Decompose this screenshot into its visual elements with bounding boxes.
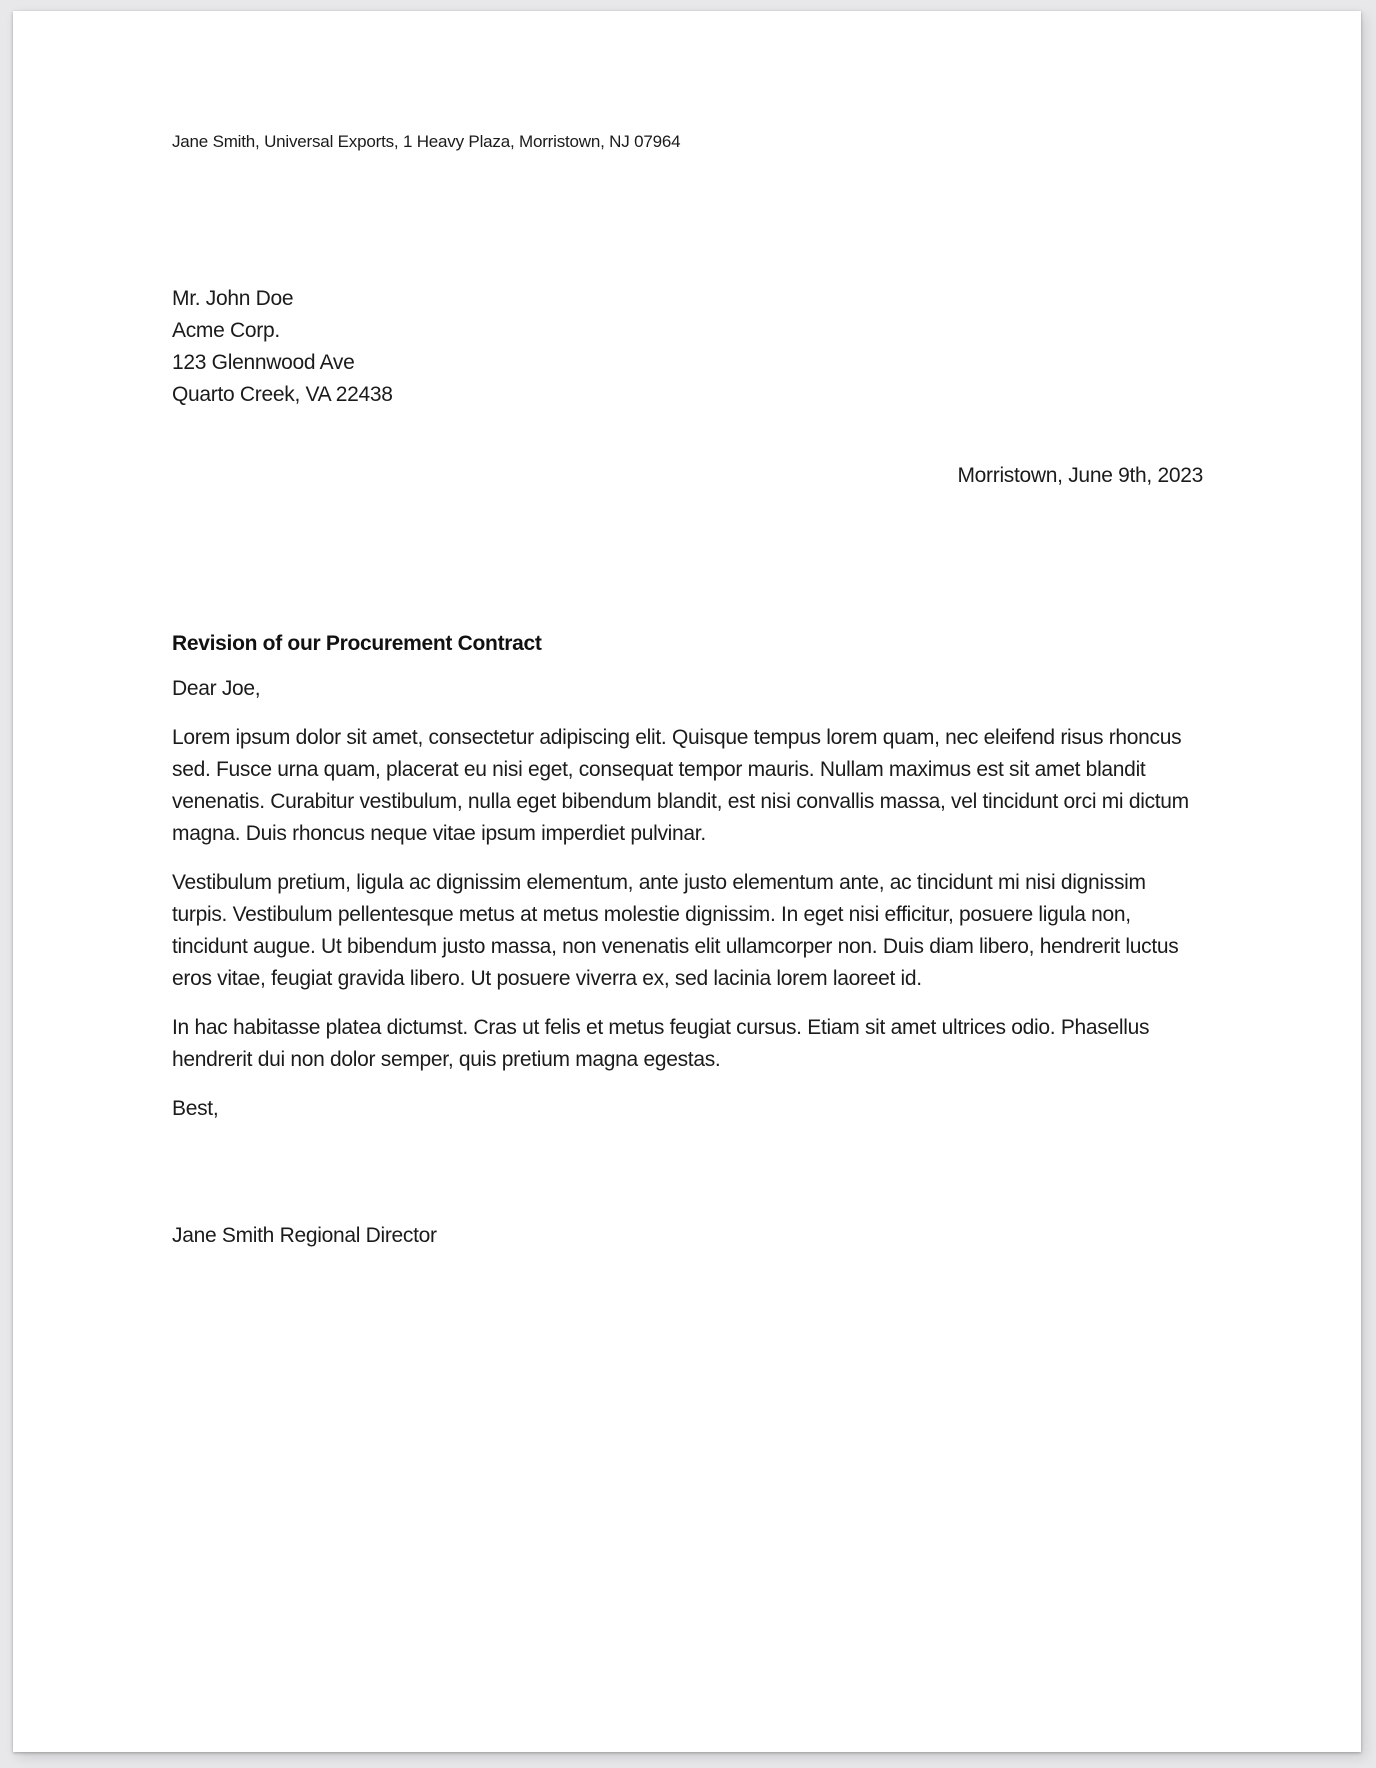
closing-phrase: Best, — [172, 1097, 219, 1120]
body-paragraph-3: In hac habitasse platea dictumst. Cras ut felis et metus feugiat cursus. Etiam sit amet ultrices odio. Phasellus hendrerit dui non dolor semper, quis pretium magna egestas. — [172, 1016, 1150, 1071]
sender-address-line: Jane Smith, Universal Exports, 1 Heavy Plaza, Morristown, NJ 07964 — [172, 132, 681, 151]
letter-page — [13, 11, 1361, 1752]
body-paragraph-1: Lorem ipsum dolor sit amet, consectetur adipiscing elit. Quisque tempus lorem quam, nec eleifend risus rhoncus sed. Fusce urna quam, placerat eu nisi eget, consequat tempor mauris. Nullam maximus est sit amet blandit venenatis. Curabitur vestibulum, nulla eget bibendum blandit, est nisi convallis massa, vel tincidunt orci mi dictum magna. Duis rhoncus neque vitae ipsum imperdiet pulvinar. — [172, 726, 1189, 845]
subject-line: Revision of our Procurement Contract — [172, 632, 542, 655]
recipient-city-state-zip: Quarto Creek, VA 22438 — [172, 383, 393, 406]
salutation: Dear Joe, — [172, 677, 261, 700]
place-and-date-line: Morristown, June 9th, 2023 — [957, 464, 1203, 487]
recipient-street: 123 Glennwood Ave — [172, 351, 355, 374]
recipient-company: Acme Corp. — [172, 319, 280, 342]
signature-line: Jane Smith Regional Director — [172, 1224, 437, 1247]
recipient-address-block — [172, 283, 1203, 411]
body-paragraph-2: Vestibulum pretium, ligula ac dignissim elementum, ante justo elementum ante, ac tincidunt mi nisi dignissim turpis. Vestibulum pellentesque metus at metus molestie dignissim. In eget nisi efficitur, posuere ligula non, tincidunt augue. Ut bibendum justo massa, non venenatis elit ullamcorper non. Duis diam libero, hendrerit luctus eros vitae, feugiat gravida libero. Ut posuere viverra ex, sed lacinia lorem laoreet id. — [172, 871, 1179, 990]
recipient-name: Mr. John Doe — [172, 287, 294, 310]
